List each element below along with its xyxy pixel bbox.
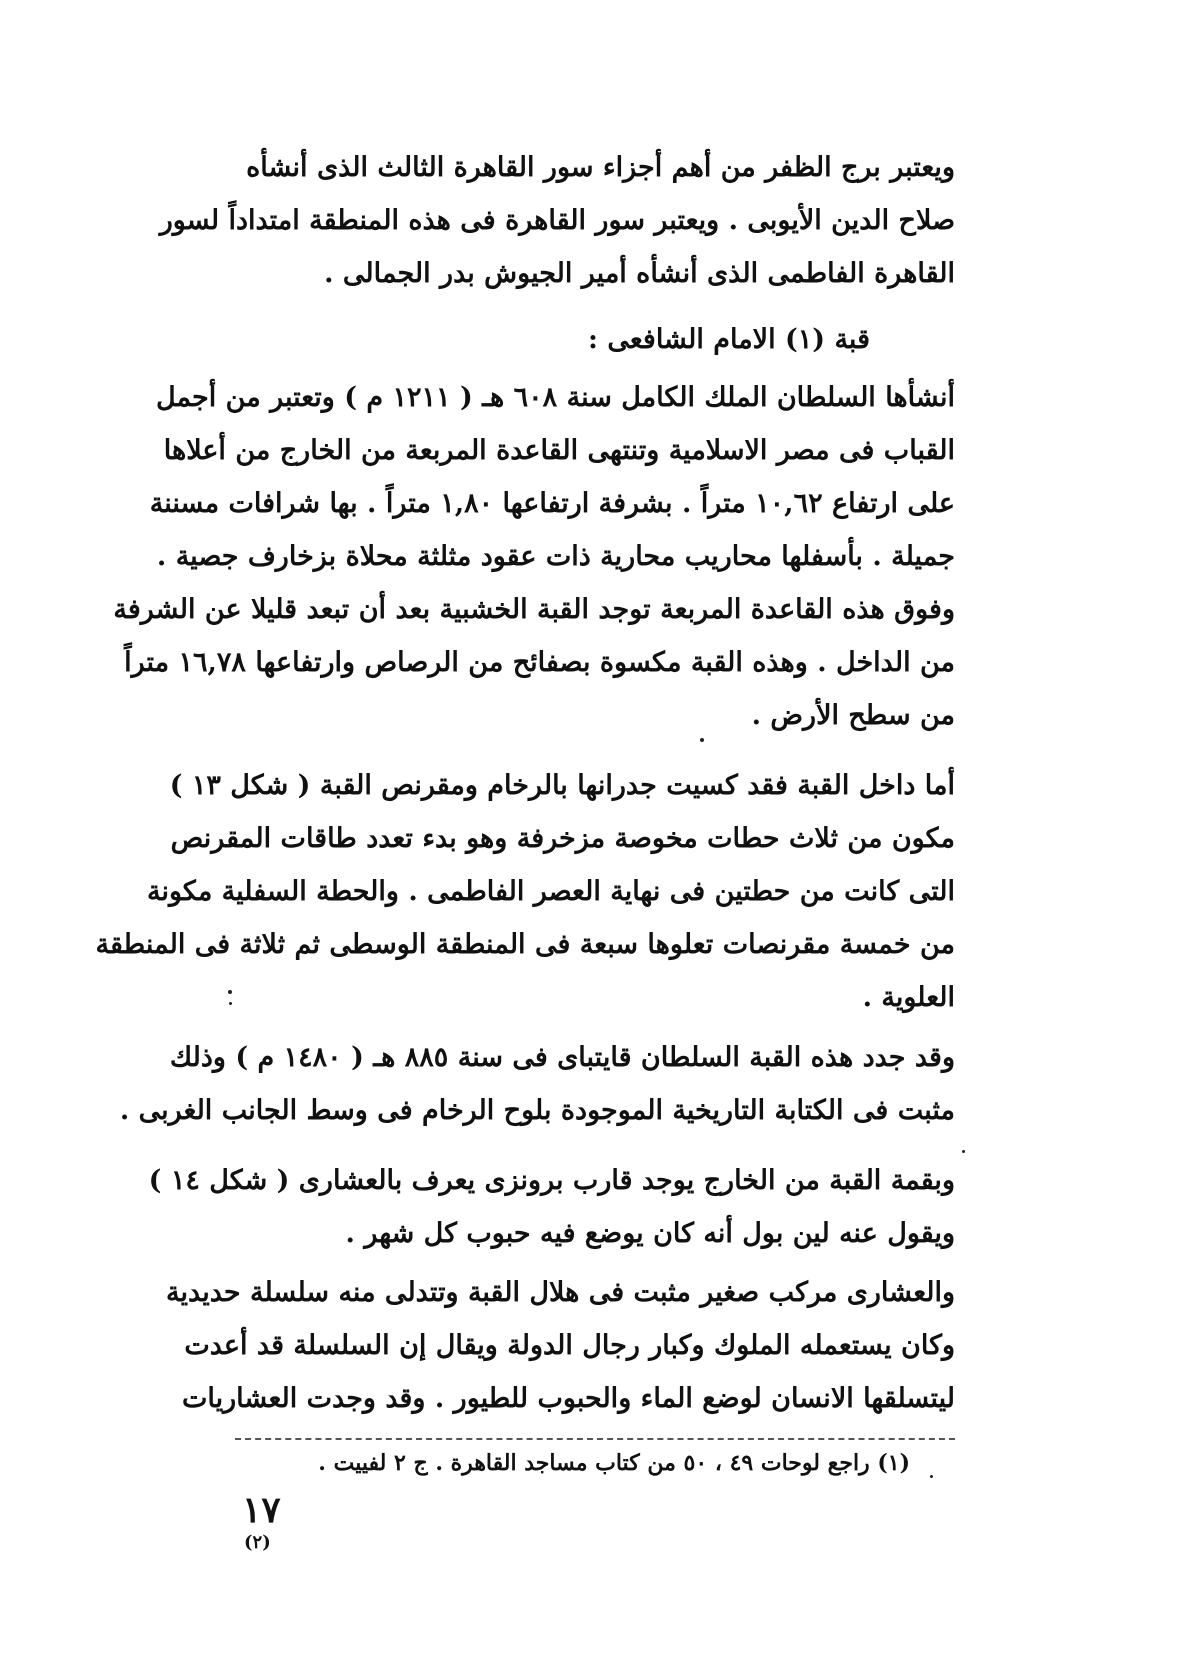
scan-speck: [228, 990, 232, 994]
paragraph-2-line-1: أنشأها السلطان الملك الكامل سنة ٦٠٨ هـ ( ١٢١١ م ) وتعتبر من أجمل: [156, 382, 955, 413]
paragraph-5-line-1: وبقمة القبة من الخارج يوجد قارب برونزى يعرف بالعشارى ( شكل ١٤ ): [148, 1165, 955, 1196]
paragraph-3-line-4: من خمسة مقرنصات تعلوها سبعة فى المنطقة الوسطى ثم ثلاثة فى المنطقة: [95, 929, 955, 960]
paragraph-6-line-2: وكان يستعمله الملوك وكبار رجال الدولة ويقال إن السلسلة قد أعدت: [184, 1330, 955, 1361]
section-heading: قبة (١) الامام الشافعى :: [588, 324, 870, 355]
paragraph-3-line-1: أما داخل القبة فقد كسيت جدرانها بالرخام ومقرنص القبة ( شكل ١٣ ): [169, 770, 955, 801]
paragraph-2-line-4: جميلة . بأسفلها محاريب محارية ذات عقود مثلثة محلاة بزخارف جصية .: [156, 541, 955, 572]
paragraph-2-line-5: وفوق هذه القاعدة المربعة توجد القبة الخشبية بعد أن تبعد قليلا عن الشرفة: [113, 594, 955, 625]
paragraph-1-line-2: صلاح الدين الأيوبى . ويعتبر سور القاهرة فى هذه المنطقة امتداداً لسور: [159, 205, 955, 236]
paragraph-5-line-2: ويقول عنه لين بول أنه كان يوضع فيه حبوب كل شهر .: [345, 1218, 955, 1249]
signature-mark: (٢): [244, 1532, 271, 1553]
paragraph-1-line-1: ويعتبر برج الظفر من أهم أجزاء سور القاهرة الثالث الذى أنشأه: [246, 152, 955, 183]
paragraph-2-line-3: على ارتفاع ١٠,٦٢ متراً . بشرفة ارتفاعها ١,٨٠ متراً . بها شرافات مسننة: [149, 488, 955, 519]
paragraph-3-line-2: مكون من ثلاث حطات مخوصة مزخرفة وهو بدء تعدد طاقات المقرنص: [170, 823, 955, 854]
paragraph-2-line-6: من الداخل . وهذه القبة مكسوة بصفائح من الرصاص وارتفاعها ١٦,٧٨ متراً: [124, 647, 955, 678]
scan-speck: [229, 1002, 232, 1005]
paragraph-4-line-1: وقد جدد هذه القبة السلطان قايتباى فى سنة ٨٨٥ هـ ( ١٤٨٠ م ) وذلك: [169, 1042, 955, 1073]
scan-speck: [700, 738, 704, 742]
page-number: ١٧: [242, 1489, 281, 1531]
paragraph-3-line-3: التى كانت من حطتين فى نهاية العصر الفاطمى . والحطة السفلية مكونة: [146, 876, 955, 907]
paragraph-6-line-3: ليتسلقها الانسان لوضع الماء والحبوب للطيور . وقد وجدت العشاريات: [181, 1383, 955, 1414]
paragraph-1-line-3: القاهرة الفاطمى الذى أنشأه أمير الجيوش بدر الجمالى .: [324, 258, 955, 289]
paragraph-4-line-2: مثبت فى الكتابة التاريخية الموجودة بلوح الرخام فى وسط الجانب الغربى .: [119, 1095, 955, 1126]
footnote-separator: [235, 1438, 955, 1440]
paragraph-2-line-2: القباب فى مصر الاسلامية وتنتهى القاعدة المربعة من الخارج من أعلاها: [163, 435, 955, 466]
paragraph-2-line-7: من سطح الأرض .: [751, 700, 955, 731]
scan-speck: [962, 1150, 965, 1153]
paragraph-6-line-1: والعشارى مركب صغير مثبت فى هلال القبة وتتدلى منه سلسلة حديدية: [166, 1277, 955, 1308]
footnote: (١) راجع لوحات ٤٩ ، ٥٠ من كتاب مساجد القاهرة . ج ٢ لفييت .: [318, 1450, 910, 1476]
paragraph-3-line-5: العلوية .: [862, 982, 955, 1013]
scan-speck: [930, 1475, 933, 1478]
